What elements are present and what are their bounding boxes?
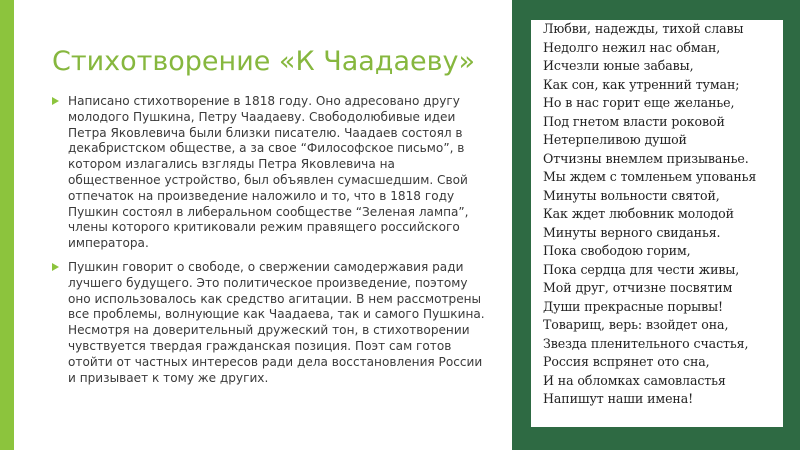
accent-bar [0, 0, 14, 450]
poem-line: Пока сердца для чести живы, [543, 261, 740, 277]
poem-box [531, 20, 783, 427]
bullet-text: Пушкин говорит о свободе, о свержении самодержавия ради лучшего будущего. Это политическое произведение, поэтому оно использовалось как средство агитации. В нем рассмотрены все проблемы, волнующие как Чаадаева, так и самого Пушкина. Несмотря на доверительный дружеский тон, в стихотворении чувствуется твердая гражданская позиция. Поэт сам готов отойти от частных интересов ради дела восстановления России и призывает к тому же других. [68, 259, 485, 385]
bullet-item [52, 94, 488, 252]
poem-line: Минуты верного свиданья. [543, 224, 721, 240]
bullet-item [52, 260, 488, 386]
poem-line: Товарищ, верь: взойдет она, [543, 317, 729, 332]
poem-line: Под гнетом власти роковой [543, 113, 725, 129]
triangle-bullet-icon [52, 97, 59, 105]
poem-line: Недолго нежил нас обман, [543, 39, 721, 55]
poem-line: Как ждет любовник молодой [543, 206, 734, 221]
poem-line: Мы ждем с томленьем упованья [543, 169, 757, 184]
slide-title: Стихотворение «К Чаадаеву» [52, 46, 476, 77]
poem-line: Как сон, как утренний туман; [543, 76, 740, 92]
poem-line: Звезда пленительного счастья, [543, 335, 749, 351]
poem-line: И на обломках самовластья [543, 372, 726, 388]
poem-line: Нетерпеливою душой [543, 132, 687, 147]
poem-line: Любви, надежды, тихой славы [543, 21, 744, 36]
poem-line: Отчизны внемлем призыванье. [543, 150, 749, 166]
poem-line: Души прекрасные порывы! [543, 298, 723, 314]
poem-line: Исчезли юные забавы, [543, 58, 694, 73]
poem-line: Мой друг, отчизне посвятим [543, 280, 733, 295]
bullet-list [52, 94, 488, 394]
poem-line: Пока свободою горим, [543, 243, 691, 258]
poem-line: Напишут наши имена! [543, 391, 694, 406]
poem-line: Россия вспрянет ото сна, [543, 354, 710, 369]
poem-line: Но в нас горит еще желанье, [543, 95, 735, 110]
triangle-bullet-icon [52, 263, 59, 271]
poem-line: Минуты вольности святой, [543, 187, 720, 203]
bullet-text: Написано стихотворение в 1818 году. Оно адресовано другу молодого Пушкина, Петру Чаадаеву. Свободолюбивые идеи Петра Яковлевича были близки писателю. Чаадаев состоял в декабристском обществе, а за свое “Философское письмо”, в котором излагались взгляды Петра Яковлевича на общественное устройство, был объявлен сумасшедшим. Свой отпечаток на произведение наложило и то, что в 1818 году Пушкин состоял в либеральном сообществе “Зеленая лампа”, члены которого критиковали режим правящего российского императора. [68, 94, 469, 251]
